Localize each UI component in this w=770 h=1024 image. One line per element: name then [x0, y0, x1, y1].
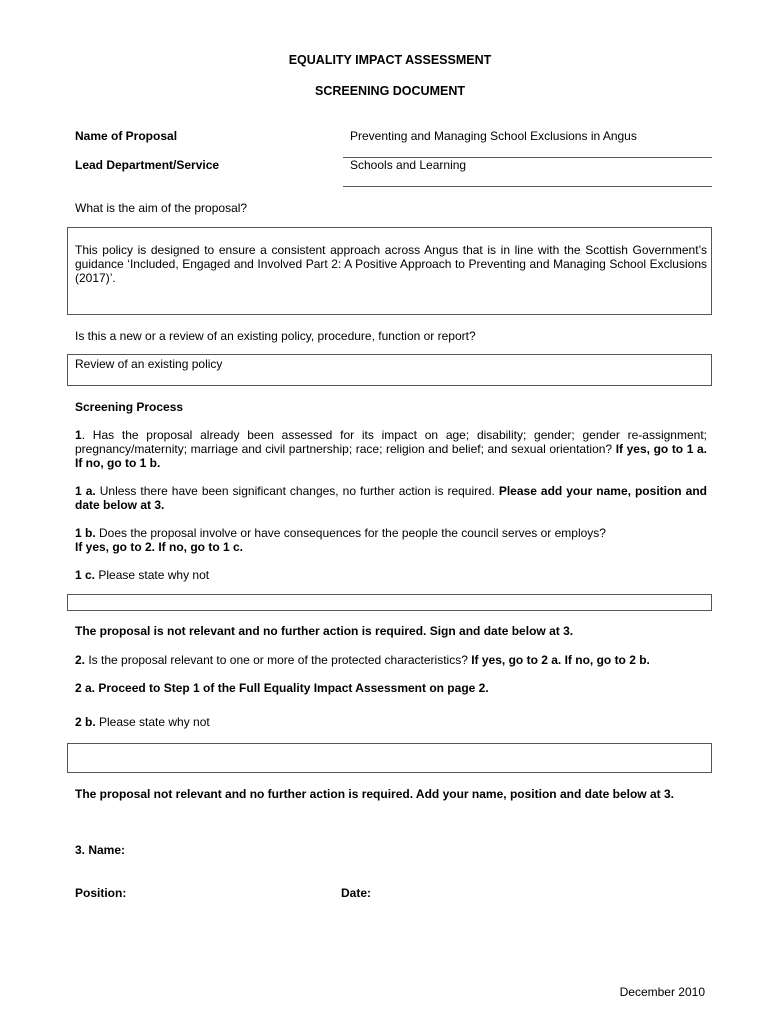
question-1a — [75, 484, 707, 512]
document-subtitle: SCREENING DOCUMENT — [314, 84, 465, 98]
screening-heading: Screening Process — [75, 400, 184, 414]
aim-question: What is the aim of the proposal? — [75, 201, 248, 215]
question-1a-text: Unless there have been significant changes, no further action is required. — [95, 484, 499, 498]
question-1a-instruction: Please add your name, position and date below at 3. — [75, 484, 707, 512]
question-1b-number: 1 b. — [75, 526, 96, 540]
question-1-text: . Has the proposal already been assessed for its impact on age; disability; gender; gender re-assignment; pregnancy/maternity; marriage and civil partnership; race; religion and belief; and sexual orientation? — [75, 428, 707, 456]
type-answer: Review of an existing policy — [75, 357, 223, 371]
question-2b — [75, 715, 210, 729]
department-label: Lead Department/Service — [75, 158, 220, 172]
question-1-instruction: If yes, go to 1 a. If no, go to 1 b. — [75, 442, 707, 470]
question-1 — [75, 428, 707, 470]
department-underline — [343, 186, 712, 187]
question-1b-instruction: If yes, go to 2. If no, go to 1 c. — [75, 540, 244, 554]
proposal-value: Preventing and Managing School Exclusions in Angus — [350, 129, 637, 143]
date-label: Date: — [341, 886, 372, 900]
question-1b-text: Does the proposal involve or have consequences for the people the council serves or employs? — [95, 526, 606, 540]
footer-date: December 2010 — [619, 985, 705, 999]
question-1c-text: Please state why not — [95, 568, 210, 582]
question-2 — [75, 653, 650, 667]
question-1c-answer-box[interactable] — [67, 594, 712, 611]
question-2a: 2 a. Proceed to Step 1 of the Full Equality Impact Assessment on page 2. — [75, 681, 489, 695]
question-2-instruction: If yes, go to 2 a. If no, go to 2 b. — [471, 653, 650, 667]
question-1a-number: 1 a. — [75, 484, 96, 498]
document-title: EQUALITY IMPACT ASSESSMENT — [288, 53, 492, 67]
question-2-number: 2. — [75, 653, 86, 667]
question-1b — [75, 526, 707, 554]
question-2b-number: 2 b. — [75, 715, 96, 729]
question-2b-answer-box[interactable] — [67, 743, 712, 773]
question-1c-number: 1 c. — [75, 568, 96, 582]
question-2b-text: Please state why not — [95, 715, 210, 729]
not-relevant-notice-2: The proposal not relevant and no further action is required. Add your name, position and date below at 3. — [75, 787, 674, 801]
question-1c — [75, 568, 209, 582]
proposal-label: Name of Proposal — [75, 129, 178, 143]
department-value: Schools and Learning — [350, 158, 467, 172]
name-label: 3. Name: — [75, 843, 126, 857]
not-relevant-notice-1: The proposal is not relevant and no further action is required. Sign and date below at 3. — [75, 624, 574, 638]
type-question: Is this a new or a review of an existing policy, procedure, function or report? — [75, 329, 476, 343]
question-1-number: 1 — [75, 428, 82, 442]
position-label: Position: — [75, 886, 127, 900]
question-2-text: Is the proposal relevant to one or more of the protected characteristics? — [85, 653, 472, 667]
aim-answer: This policy is designed to ensure a consistent approach across Angus that is in line with the Scottish Government’s guidance ‘Included, Engaged and Involved Part 2: A Positive Approach to Preventing and Managing School Exclusions (2017)’. — [75, 243, 707, 285]
